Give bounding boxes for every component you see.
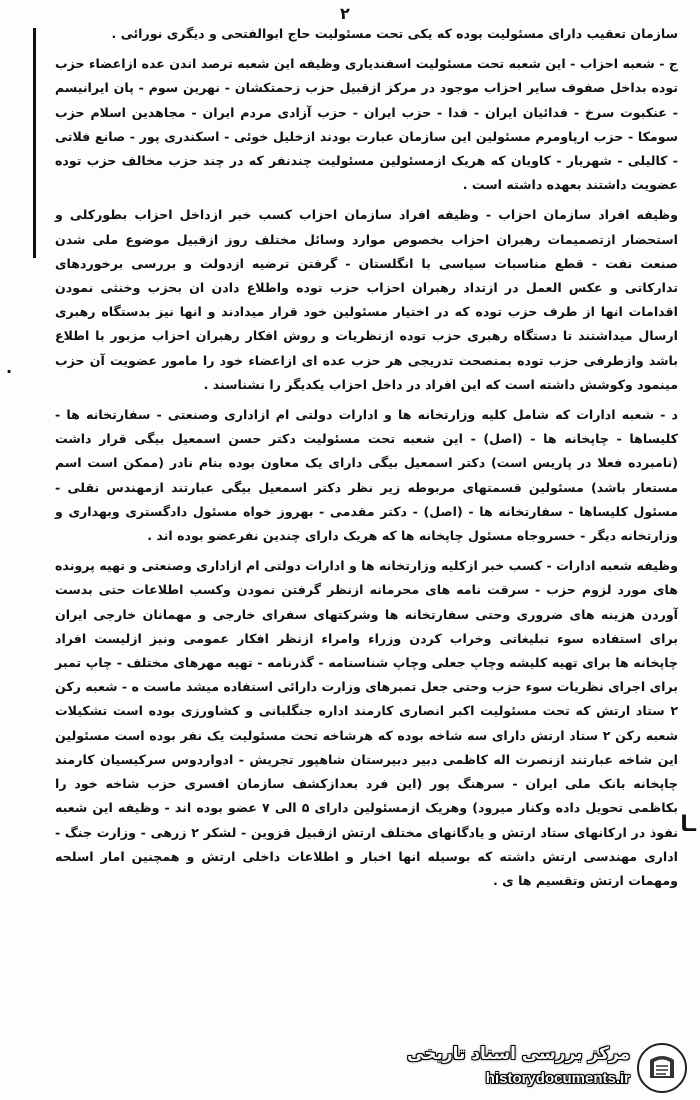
page-number: ۲ xyxy=(340,4,350,23)
paragraph-offices-duties: وظیفه شعبه ادارات - کسب خبر ازکلیه وزارتخانه ها و ادارات دولتی ام ازاداری وصنعتی و تهیه پرونده های مورد لزوم حزب - سرقت نامه های محرمانه ازنظر گرفتن نمودن وکسب اطلاعات حتی بدست آوردن هزینه های ضروری وحتی سفارتخانه ها وشرکتهای سفرای خارجی و مهمانان خارجی ایران برای استفاده سوء تبلیغاتی وخراب کردن وزراء وامراء ازنظر افکار عمومی ونیز ازلیست افراد چاپخانه ها برای تهیه کلیشه وچاپ جعلی وچاپ شناسنامه - گذرنامه - تهیه مهرهای مختلف - چاپ تمبر برای اجرای نظریات سوء حزب وحتی جعل تمبرهای وزارت دارائی استفاده میشد ماست ه - شعبه رکن ۲ ستاد ارتش که تحت مسئولیت اکبر انصاری کارمند اداره جنگلبانی و کشاورزی بوده است تشکیلات شعبه رکن ۲ ستاد ارتش دارای سه شاخه بوده که هرشاخه تحت مسئولیت یک نفر بوده است مسئولین این شاخه عبارتند ازنصرت اله کاظمی دبیر دبیرستان شاهپور تجریش - ادواردوس سرکیسیان کارمند چاپخانه بانک ملی ایران - سرهنگ پور (این فرد بعدازکشف سازمان افسری حزب شاخه خود را بکاظمی تحویل داده وکنار میرود) وهریک ازمسئولین دارای ۵ الی ۷ عضو بوده اند - وظیفه این شعبه نفوذ در ارکانهای ستاد ارتش و یادگانهای مختلف ارتش ازقبیل قزوین - لشکر ۲ زرهی - وزارت جنگ - اداری مهندسی ارتش داشته که بوسیله انها اخبار و اطلاعات داخلی ارتش و همچنین امار اسلحه ومهمات ارتش وتقسیم ها ی . xyxy=(54,558,679,888)
watermark-site[interactable]: historydocuments.ir xyxy=(485,1070,630,1087)
paragraph-intro: سازمان تعقیب دارای مسئولیت بوده که یکی تحت مسئولیت حاج ابوالفتحی و دیگری نورائی . xyxy=(111,26,678,41)
paragraph-section-parties: ج - شعبه احزاب - این شعبه تحت مسئولیت اسفندیاری وظیفه این شعبه ترصد اندن عده ازاعضاء حزب توده بداخل صفوف سایر احزاب موجود در مرکز ازقبیل حزب زحمتکشان - نهرین سوم - پان ایرانیسم - عنکبوت سرخ - فدائیان ایران - فدا - حزب ایران - حزب آزادی مردم ایران - مجاهدین اسلام حزب سومکا - حزب ارپاومرم مسئولین این سازمان عبارت بودند ازخلیل خوئی - اسکندری پور - صانع فلاتی - کالیلی - شهریار - کاویان که هریک ازمسئولین مسئولیت چندنفر که در چند حزب مخالف حزب توده عضویت داشتند بعهده داشته است . xyxy=(55,56,678,193)
margin-bracket-line xyxy=(33,28,36,258)
paragraph-parties-duties: وظیفه افراد سازمان احزاب - وظیفه افراد سازمان احزاب کسب خبر ازداخل احزاب بطورکلی و استحضار ازتصمیمات رهبران احزاب بخصوص موارد وسائل مختلف روز ازقبیل موضوع ملی شدن صنعت نفت - قطع مناسبات سیاسی با انگلستان - گرفتن ترضیه ازدولت و بررسی برخوردهای تدارکاتی و عکس العمل در ازتداد رهبران احزاب حزب توده واطلاع دادن ان بحزب وخنثی نمودن اقدامات انها از طرف حزب توده که در اختیار مسئولین خود قرار میدادند و انها نیز بدستگاه رهبری ارسال میداشتند تا دستگاه رهبری حزب توده ازنظریات و روش افکار رهبران احزاب مزبور با اطلاع باشد وازطرفی حزب توده بمنصحت تدریجی هر حزب عده ای ازاعضاء خود را مامور عضویت آن حزب مینمود وکوشش داشته است که این افراد در داخل احزاب یکدیگر را نشناسند . xyxy=(55,207,678,392)
watermark-title: مرکز بررسی اسناد تاریخی xyxy=(407,1044,630,1064)
document-body xyxy=(55,22,678,1040)
watermark xyxy=(398,1042,688,1094)
archive-logo-icon xyxy=(636,1042,688,1094)
left-margin-dot: . xyxy=(6,358,13,377)
paragraph-section-offices: د - شعبه ادارات که شامل کلیه وزارتخانه ها و ادارات دولتی ام ازاداری وصنعتی - سفارتخانه ها - کلیساها - چاپخانه ها - (اصل) - این شعبه تحت مسئولیت دکتر حسن اسمعیل بیگی قرار داشت (نامبرده فعلا در پاریس است) دکتر اسمعیل بیگی دارای یک معاون بوده بنام نادر (ممکن است اسم مستعار باشد) مسئولین قسمتهای مربوطه زیر نظر دکتر اسمعیل بیگی عبارتند ازمهندس نقلی - مسئول کلیساها - سفارتخانه ها - (اصل) - دکتر مقدمی - بهروز خواه مسئول دادگستری وبهداری و وزارتخانه دیگر - خسروجاه مسئول چاپخانه ها که هریک دارای چندین نفرعضو بوده اند . xyxy=(55,407,678,544)
right-margin-mark: ـا xyxy=(680,812,696,837)
